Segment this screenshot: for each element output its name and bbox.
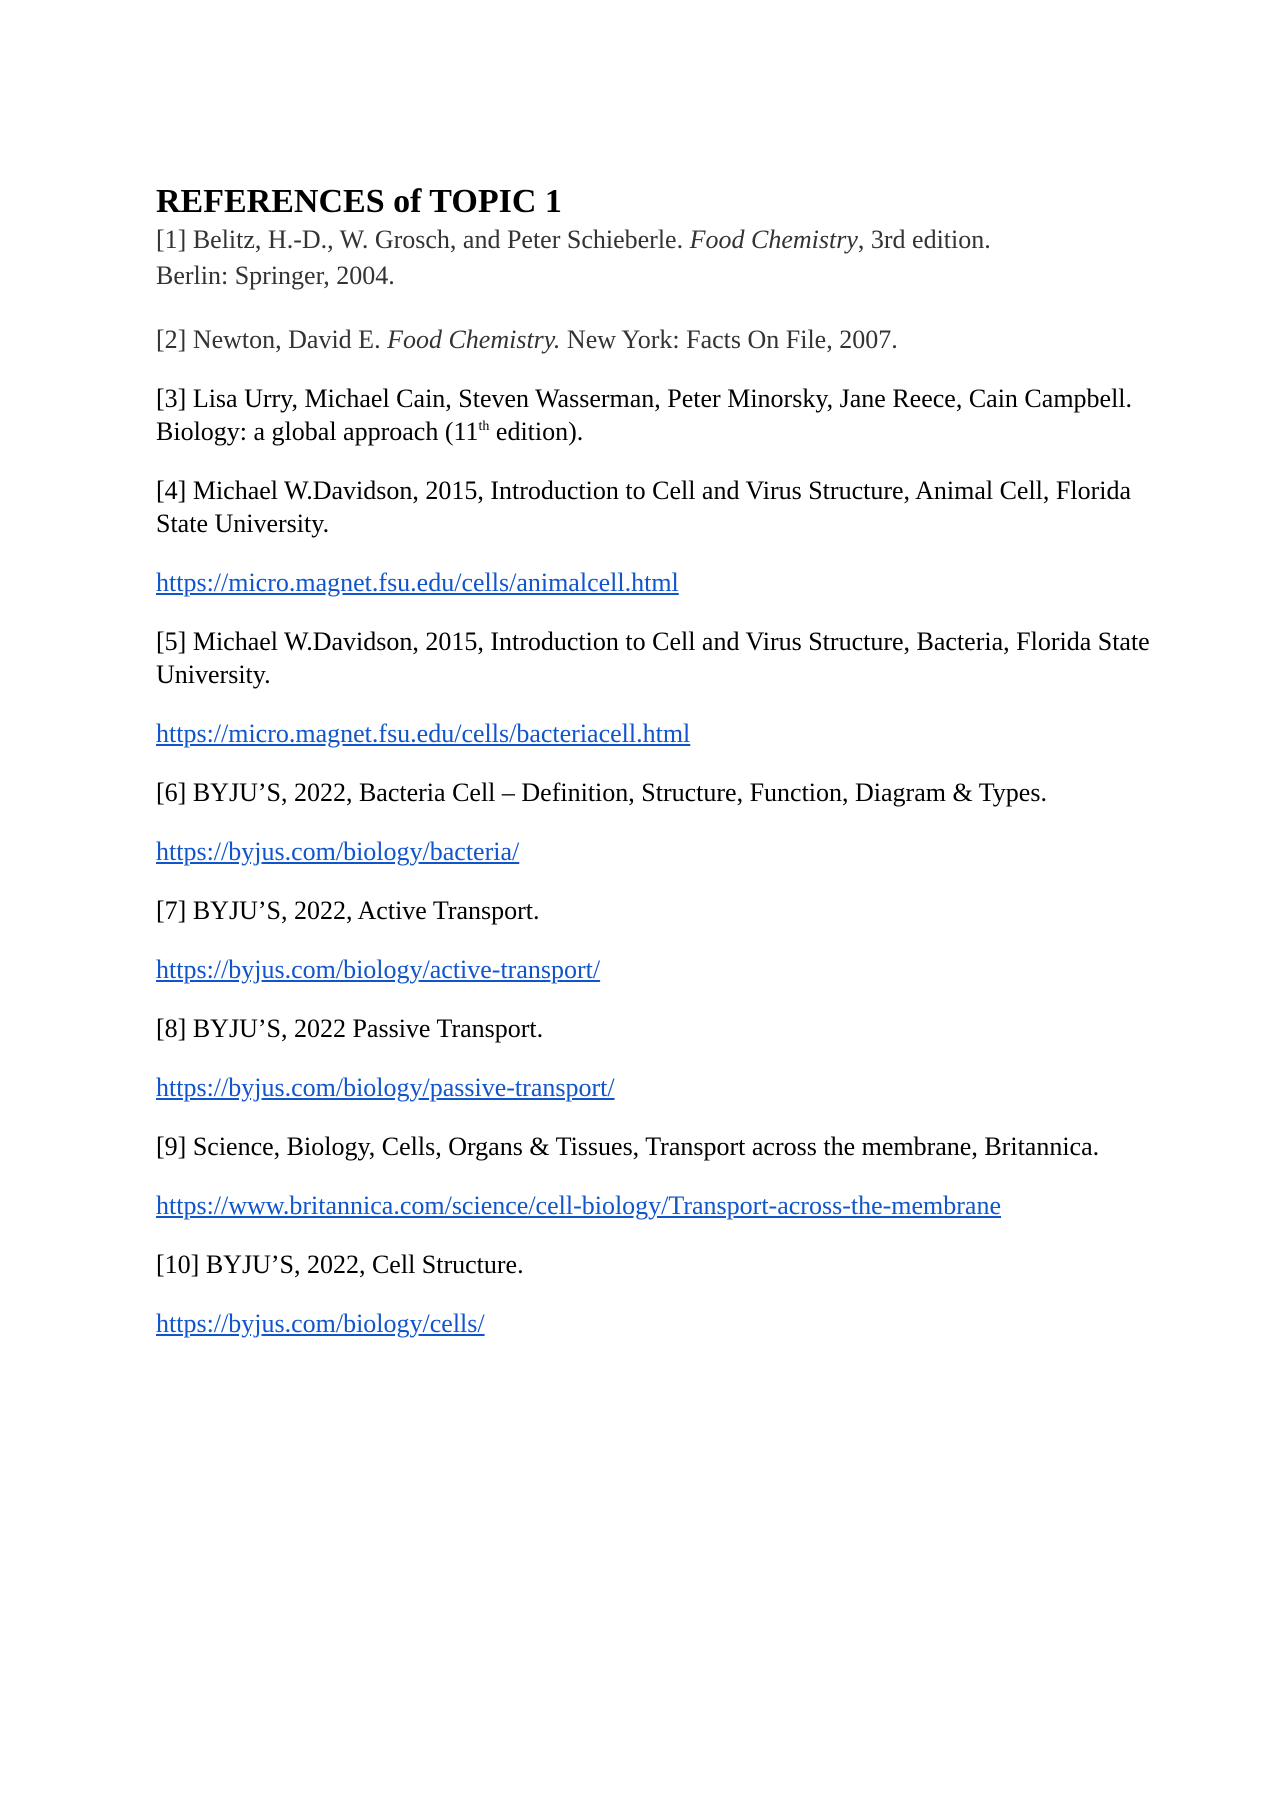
reference-number: [10]	[156, 1250, 200, 1279]
page-title: REFERENCES of TOPIC 1	[156, 183, 562, 220]
reference-number: [4]	[156, 476, 187, 505]
reference-4-link[interactable]: https://micro.magnet.fsu.edu/cells/animalcell.html	[156, 568, 679, 597]
reference-number: [7]	[156, 896, 187, 925]
reference-7: [7] BYJU’S, 2022, Active Transport.	[156, 896, 540, 925]
reference-9-link[interactable]: https://www.britannica.com/science/cell-biology/Transport-across-the-membrane	[156, 1191, 1001, 1220]
reference-number: [6]	[156, 778, 187, 807]
reference-6: [6] BYJU’S, 2022, Bacteria Cell – Definition, Structure, Function, Diagram & Types.	[156, 778, 1047, 807]
reference-number: [2]	[156, 325, 187, 354]
reference-6-link[interactable]: https://byjus.com/biology/bacteria/	[156, 837, 520, 866]
reference-5: [5] Michael W.Davidson, 2015, Introduction to Cell and Virus Structure, Bacteria, Florida State University.	[156, 627, 1150, 689]
reference-number: [9]	[156, 1132, 187, 1161]
reference-10: [10] BYJU’S, 2022, Cell Structure.	[156, 1250, 524, 1279]
reference-8: [8] BYJU’S, 2022 Passive Transport.	[156, 1014, 544, 1043]
reference-10-link[interactable]: https://byjus.com/biology/cells/	[156, 1309, 485, 1338]
reference-8-link[interactable]: https://byjus.com/biology/passive-transport/	[156, 1073, 615, 1102]
reference-number: [1]	[156, 225, 187, 254]
reference-number: [8]	[156, 1014, 187, 1043]
reference-9: [9] Science, Biology, Cells, Organs & Tissues, Transport across the membrane, Britannica.	[156, 1132, 1100, 1161]
document-page	[156, 182, 1156, 1340]
reference-5-link[interactable]: https://micro.magnet.fsu.edu/cells/bacteriacell.html	[156, 719, 691, 748]
reference-1: [1] Belitz, H.-D., W. Grosch, and Peter Schieberle. Food Chemistry, 3rd edition. Berlin: Springer, 2004.	[156, 225, 991, 290]
reference-7-link[interactable]: https://byjus.com/biology/active-transport/	[156, 955, 601, 984]
reference-4: [4] Michael W.Davidson, 2015, Introduction to Cell and Virus Structure, Animal Cell, Florida State University.	[156, 476, 1132, 538]
reference-2: [2] Newton, David E. Food Chemistry. New York: Facts On File, 2007.	[156, 325, 898, 354]
reference-number: [5]	[156, 627, 187, 656]
reference-3: [3] Lisa Urry, Michael Cain, Steven Wasserman, Peter Minorsky, Jane Reece, Cain Campbell. Biology: a global approach (11th edition).	[156, 384, 1133, 446]
reference-number: [3]	[156, 384, 187, 413]
